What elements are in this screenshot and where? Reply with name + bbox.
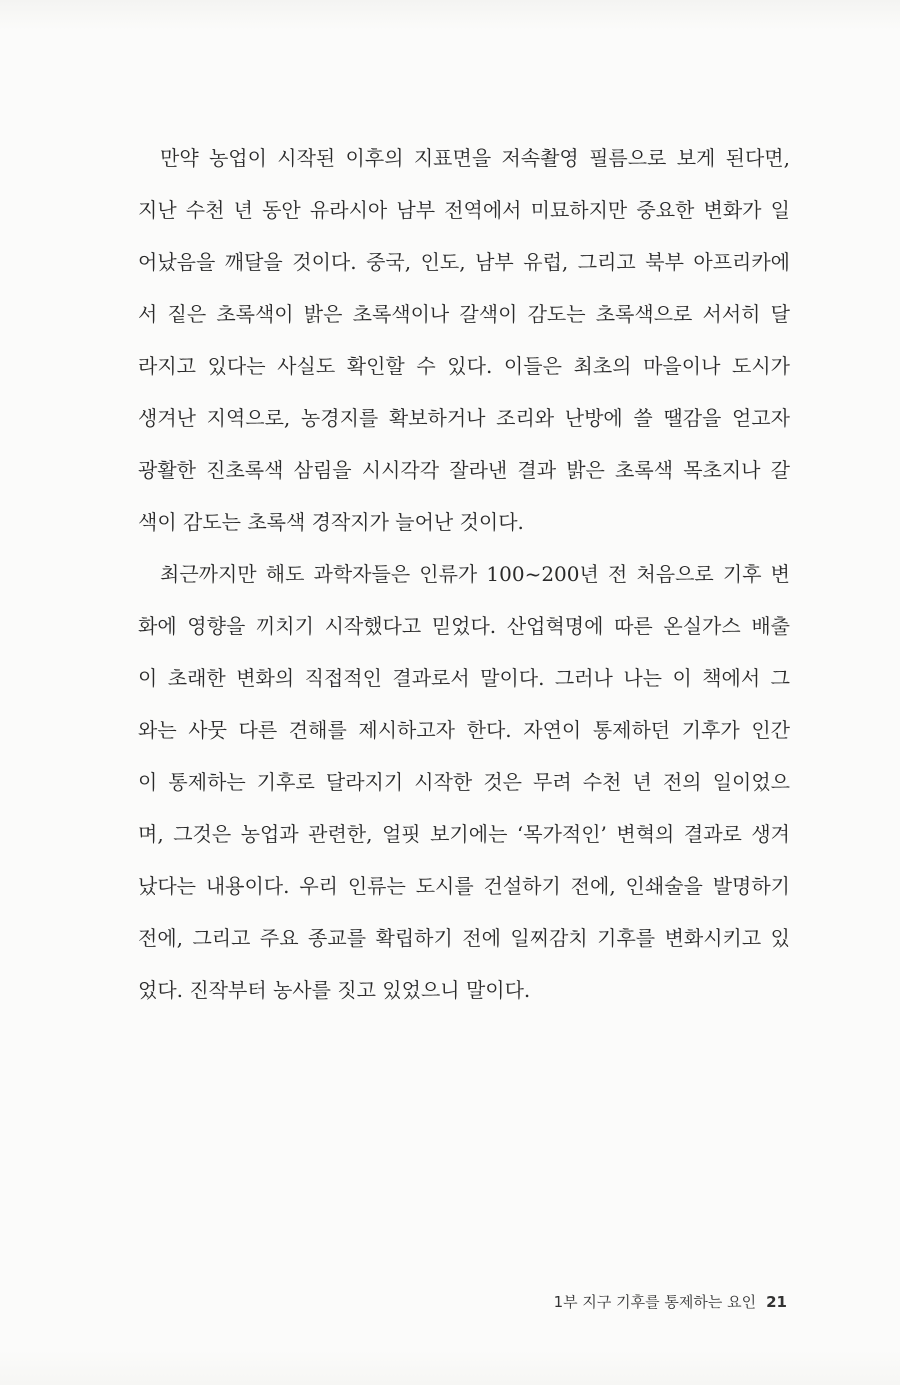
text-line: 생겨난 지역으로, 농경지를 확보하거나 조리와 난방에 쓸 땔감을 얻고자	[138, 406, 790, 430]
paragraph-1	[138, 132, 790, 548]
body-text	[138, 132, 790, 1016]
running-head: 1부 지구 기후를 통제하는 요인	[553, 1293, 757, 1311]
text-line: 며, 그것은 농업과 관련한, 얼핏 보기에는 ‘목가적인’ 변혁의 결과로 생겨	[138, 822, 790, 846]
page-number: 21	[766, 1293, 787, 1311]
paragraph-2	[138, 548, 790, 1016]
text-line: 이 통제하는 기후로 달라지기 시작한 것은 무려 수천 년 전의 일이었으	[138, 770, 790, 794]
text-line: 최근까지만 해도 과학자들은 인류가 100~200년 전 처음으로 기후 변	[160, 562, 790, 586]
text-line: 어났음을 깨달을 것이다. 중국, 인도, 남부 유럽, 그리고 북부 아프리카에	[138, 250, 790, 274]
text-line: 났다는 내용이다. 우리 인류는 도시를 건설하기 전에, 인쇄술을 발명하기	[138, 874, 790, 898]
text-line: 전에, 그리고 주요 종교를 확립하기 전에 일찌감치 기후를 변화시키고 있	[138, 926, 790, 950]
text-line: 지난 수천 년 동안 유라시아 남부 전역에서 미묘하지만 중요한 변화가 일	[138, 198, 790, 222]
text-line: 이 초래한 변화의 직접적인 결과로서 말이다. 그러나 나는 이 책에서 그	[138, 666, 790, 690]
page-footer	[554, 1290, 787, 1314]
text-line: 와는 사뭇 다른 견해를 제시하고자 한다. 자연이 통제하던 기후가 인간	[138, 718, 790, 742]
text-line: 화에 영향을 끼치기 시작했다고 믿었다. 산업혁명에 따른 온실가스 배출	[138, 614, 790, 638]
text-line: 광활한 진초록색 삼림을 시시각각 잘라낸 결과 밝은 초록색 목초지나 갈	[138, 458, 790, 482]
text-line: 었다. 진작부터 농사를 짓고 있었으니 말이다.	[138, 978, 531, 1002]
text-line: 색이 감도는 초록색 경작지가 늘어난 것이다.	[138, 510, 524, 534]
text-line: 만약 농업이 시작된 이후의 지표면을 저속촬영 필름으로 보게 된다면,	[160, 146, 790, 170]
text-line: 라지고 있다는 사실도 확인할 수 있다. 이들은 최초의 마을이나 도시가	[138, 354, 790, 378]
text-line: 서 짙은 초록색이 밝은 초록색이나 갈색이 감도는 초록색으로 서서히 달	[138, 302, 790, 326]
